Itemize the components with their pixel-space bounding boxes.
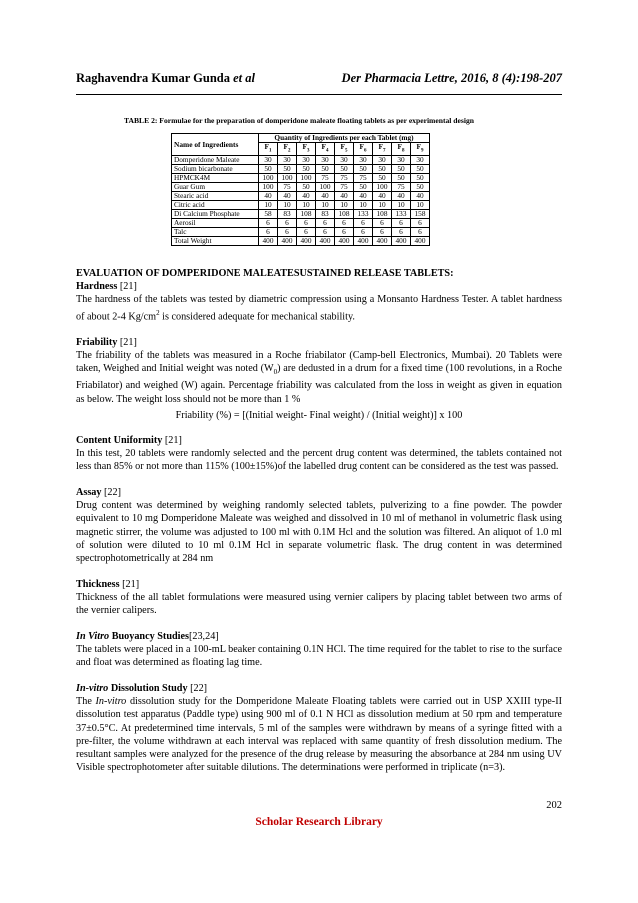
quantity-cell: 40 <box>335 192 354 201</box>
quantity-cell: 50 <box>354 165 373 174</box>
quantity-cell: 50 <box>297 183 316 192</box>
formulation-header-f3: $F_3$ <box>297 143 316 156</box>
quantity-cell: 400 <box>335 237 354 246</box>
assay-text: Drug content was determined by weighing randomly selected tablets, pulverizing to a fine powder. The powder equivalent to 10 mg Domperidone Maleate was weighed and dissolved in 10 ml of methanol in volumetric flask using magnetic stirrer, the volume was adjusted to 100 ml with 0.1M Hcl and the solution was filtered. An aliquot of 1.0 ml of solution were diluted to 10 ml 0.1M Hcl in separate volumetric flask. The drug content in was determined spectrophotometrically at 284 nm <box>76 500 562 565</box>
quantity-cell: 6 <box>411 228 430 237</box>
quantity-cell: 108 <box>373 210 392 219</box>
dissolution-heading: In-vitro Dissolution Study [22] <box>76 683 208 694</box>
dissolution-text: The In-vitro dissolution study for the Domperidone Maleate Floating tablets were carried out in USP XXIII type-II dissolution test apparatus (Paddle type) using 900 ml of 0.1 N HCl as dissolution medium at 50 rpm and temperature 37±0.5°C. At predetermined time intervals, 5 ml of the samples were withdrawn by means of a syringe fitted with a pre-filter, the volume withdrawn at each interval was replaced with same quantity of fresh dissolution medium. The resultant samples were analyzed for the presence of the drug release by measuring the absorbance at 284 nm using UV Visible spectrophotometer after suitable dilutions. The determinations were performed in triplicate (n=3). <box>76 696 562 774</box>
page-number: 202 <box>546 800 562 811</box>
quantity-header: Quantity of Ingredients per each Tablet (mg) <box>259 134 430 143</box>
quantity-cell: 6 <box>392 219 411 228</box>
quantity-cell: 400 <box>259 237 278 246</box>
quantity-cell: 40 <box>278 192 297 201</box>
quantity-cell: 50 <box>373 174 392 183</box>
table-row <box>172 192 430 201</box>
quantity-cell: 400 <box>278 237 297 246</box>
ingredient-name: Citric acid <box>172 201 259 210</box>
quantity-cell: 6 <box>316 219 335 228</box>
quantity-cell: 100 <box>259 174 278 183</box>
ingredient-name: Di Calcium Phosphate <box>172 210 259 219</box>
quantity-cell: 10 <box>316 201 335 210</box>
quantity-cell: 30 <box>278 156 297 165</box>
table-row <box>172 210 430 219</box>
table-row <box>172 174 430 183</box>
quantity-cell: 100 <box>316 183 335 192</box>
quantity-cell: 108 <box>297 210 316 219</box>
formulation-header-f9: $F_9$ <box>411 143 430 156</box>
quantity-cell: 50 <box>411 183 430 192</box>
quantity-cell: 10 <box>411 201 430 210</box>
quantity-cell: 40 <box>392 192 411 201</box>
ingredient-name: Sodium bicarbonate <box>172 165 259 174</box>
buoyancy-heading: In Vitro Buoyancy Studies[23,24] <box>76 630 219 642</box>
quantity-cell: 30 <box>335 156 354 165</box>
formulation-header-f8: $F_8$ <box>392 143 411 156</box>
quantity-cell: 83 <box>278 210 297 219</box>
quantity-cell: 75 <box>354 174 373 183</box>
quantity-cell: 50 <box>411 174 430 183</box>
quantity-cell: 6 <box>278 228 297 237</box>
quantity-cell: 50 <box>392 174 411 183</box>
quantity-cell: 400 <box>373 237 392 246</box>
thickness-text: Thickness of the all tablet formulations were measured using vernier calipers by placing tablet between two arms of the vernier calipers. <box>76 591 562 617</box>
buoyancy-text: The tablets were placed in a 100-mL beaker containing 0.1N HCl. The time required for the tablet to rise to the surface and float was determined as floating lag time. <box>76 644 562 669</box>
header-divider <box>76 94 562 95</box>
friability-heading: Friability [21] <box>76 336 137 348</box>
article-body <box>76 267 562 787</box>
friability-equation: Friability (%) = [(Initial weight- Final weight) / (Initial weight)] x 100 <box>175 409 463 421</box>
quantity-cell: 40 <box>373 192 392 201</box>
thickness-heading: Thickness [21] <box>76 578 140 590</box>
header-author: Raghavendra Kumar Gunda et al <box>76 71 255 85</box>
ingredient-name: HPMCK4M <box>172 174 259 183</box>
quantity-cell: 10 <box>373 201 392 210</box>
quantity-cell: 100 <box>259 183 278 192</box>
formulation-header-f5: $F_5$ <box>335 143 354 156</box>
quantity-cell: 6 <box>297 228 316 237</box>
quantity-cell: 100 <box>278 174 297 183</box>
quantity-cell: 50 <box>316 165 335 174</box>
quantity-cell: 400 <box>411 237 430 246</box>
quantity-cell: 50 <box>335 165 354 174</box>
quantity-cell: 108 <box>335 210 354 219</box>
quantity-cell: 6 <box>354 219 373 228</box>
quantity-cell: 6 <box>297 219 316 228</box>
table-caption: TABLE 2: Formulae for the preparation of domperidone maleate floating tablets as per experimental design <box>124 116 474 125</box>
formulation-header-f4: $F_4$ <box>316 143 335 156</box>
assay-heading: Assay [22] <box>76 487 122 499</box>
quantity-cell: 50 <box>392 165 411 174</box>
quantity-cell: 30 <box>373 156 392 165</box>
quantity-cell: 75 <box>316 174 335 183</box>
table-header-row <box>172 134 430 143</box>
formulation-header-f7: $F_7$ <box>373 143 392 156</box>
quantity-cell: 133 <box>354 210 373 219</box>
quantity-cell: 30 <box>297 156 316 165</box>
quantity-cell: 58 <box>259 210 278 219</box>
table-row <box>172 219 430 228</box>
quantity-cell: 50 <box>297 165 316 174</box>
quantity-cell: 10 <box>259 201 278 210</box>
quantity-cell: 50 <box>373 165 392 174</box>
quantity-cell: 400 <box>392 237 411 246</box>
running-header <box>76 71 562 87</box>
quantity-cell: 10 <box>354 201 373 210</box>
quantity-cell: 400 <box>297 237 316 246</box>
quantity-cell: 40 <box>411 192 430 201</box>
quantity-cell: 10 <box>297 201 316 210</box>
quantity-cell: 10 <box>278 201 297 210</box>
ingredient-name: Aerosil <box>172 219 259 228</box>
quantity-cell: 6 <box>373 219 392 228</box>
name-of-ingredients-header: Name of Ingredients <box>172 134 259 156</box>
quantity-cell: 6 <box>354 228 373 237</box>
table-row <box>172 183 430 192</box>
quantity-cell: 30 <box>259 156 278 165</box>
formulation-header-f2: $F_2$ <box>278 143 297 156</box>
ingredient-name: Stearic acid <box>172 192 259 201</box>
quantity-cell: 50 <box>411 165 430 174</box>
ingredient-name: Total Weight <box>172 237 259 246</box>
quantity-cell: 158 <box>411 210 430 219</box>
formulae-table <box>171 133 430 246</box>
table-row <box>172 237 430 246</box>
hardness-text: The hardness of the tablets was tested by diametric compression using a Monsanto Hardness Tester. A tablet hardness of about 2-4 $Kg/cm^2$ is considered adequate for mechanical stability. <box>76 294 562 322</box>
quantity-cell: 100 <box>297 174 316 183</box>
publisher-footer: Scholar Research Library <box>255 816 383 828</box>
friability-text: The friability of the tablets was measured in a Roche friabilator (Camp-bell Electronics, Mumbai). 20 Tablets were taken, Weighed and Initial weight was noted $(W_0)$ are dedusted in a drum for a fixed time (100 revolutions, in a Roche Friabilator) and weighed (W) again. Percentage friability was calculated from the loss in weight as given in equation as below. The weight loss should not be more than 1 % <box>76 349 562 405</box>
quantity-cell: 133 <box>392 210 411 219</box>
header-journal: Der Pharmacia Lettre, 2016, 8 (4):198-207 <box>341 71 562 85</box>
quantity-cell: 10 <box>335 201 354 210</box>
quantity-cell: 6 <box>392 228 411 237</box>
quantity-cell: 6 <box>259 228 278 237</box>
quantity-cell: 100 <box>373 183 392 192</box>
quantity-cell: 10 <box>392 201 411 210</box>
quantity-cell: 400 <box>316 237 335 246</box>
quantity-cell: 6 <box>278 219 297 228</box>
ingredient-name: Talc <box>172 228 259 237</box>
quantity-cell: 40 <box>259 192 278 201</box>
quantity-cell: 6 <box>335 228 354 237</box>
hardness-heading: Hardness [21] <box>76 281 137 293</box>
quantity-cell: 400 <box>354 237 373 246</box>
quantity-cell: 50 <box>278 165 297 174</box>
quantity-cell: 30 <box>354 156 373 165</box>
quantity-cell: 6 <box>316 228 335 237</box>
quantity-cell: 83 <box>316 210 335 219</box>
ingredient-name: Domperidone Maleate <box>172 156 259 165</box>
formulation-header-f1: $F_1$ <box>259 143 278 156</box>
quantity-cell: 75 <box>392 183 411 192</box>
ingredient-name: Guar Gum <box>172 183 259 192</box>
quantity-cell: 75 <box>335 174 354 183</box>
section-title: EVALUATION OF DOMPERIDONE MALEATESUSTAINED RELEASE TABLETS: <box>76 268 454 279</box>
quantity-cell: 50 <box>354 183 373 192</box>
quantity-cell: 6 <box>259 219 278 228</box>
quantity-cell: 30 <box>316 156 335 165</box>
table-body <box>172 156 430 246</box>
content-uniformity-heading: Content Uniformity [21] <box>76 434 182 446</box>
content-uniformity-text: In this test, 20 tablets were randomly selected and the percent drug content was determined, the tablets contained not less than 85% or not more than 115% (100±15%)of the labelled drug content can be considered as the test was passed. <box>76 448 562 473</box>
quantity-cell: 30 <box>392 156 411 165</box>
formulation-header-f6: $F_6$ <box>354 143 373 156</box>
quantity-cell: 40 <box>316 192 335 201</box>
quantity-cell: 40 <box>354 192 373 201</box>
quantity-cell: 75 <box>335 183 354 192</box>
quantity-cell: 50 <box>259 165 278 174</box>
quantity-cell: 6 <box>411 219 430 228</box>
quantity-cell: 30 <box>411 156 430 165</box>
quantity-cell: 75 <box>278 183 297 192</box>
quantity-cell: 6 <box>335 219 354 228</box>
quantity-cell: 40 <box>297 192 316 201</box>
quantity-cell: 6 <box>373 228 392 237</box>
